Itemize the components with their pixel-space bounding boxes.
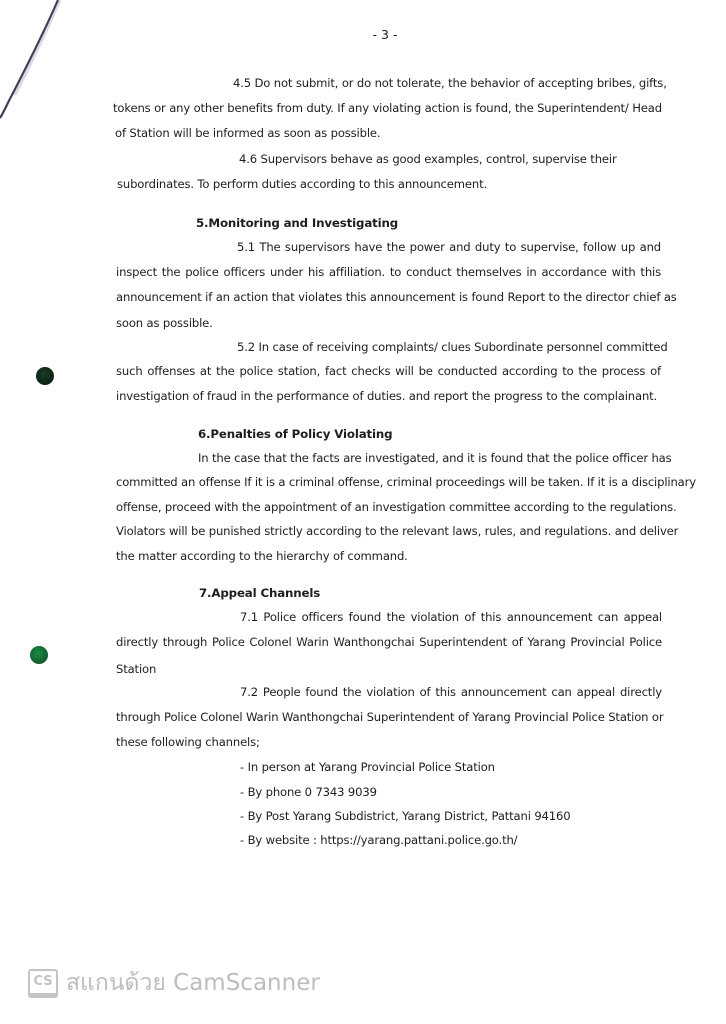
para-7-1-line-2: directly through Police Colonel Warin Wanthongchai Superintendent of Yarang Provincial Police	[116, 635, 662, 649]
section-5-heading: 5.Monitoring and Investigating	[196, 216, 399, 230]
section-7-heading: 7.Appeal Channels	[199, 586, 321, 600]
para-6-line-2: committed an offense If it is a criminal offense, criminal proceedings will be taken. If it is a disciplinary	[116, 475, 696, 489]
camscanner-logo-icon: CS	[28, 969, 58, 998]
para-7-1-line-3: Station	[116, 662, 157, 676]
section-6-heading: 6.Penalties of Policy Violating	[198, 427, 393, 441]
para-7-2-line-3: these following channels;	[116, 735, 260, 749]
para-7-1-line-1: 7.1 Police officers found the violation of this announcement can appeal	[240, 610, 662, 624]
para-4-5-line-3: of Station will be informed as soon as possible.	[115, 126, 381, 140]
para-5-1-line-4: soon as possible.	[116, 316, 213, 330]
channel-post: - By Post Yarang Subdistrict, Yarang District, Pattani 94160	[240, 809, 571, 823]
para-7-2-line-1: 7.2 People found the violation of this announcement can appeal directly	[240, 685, 662, 699]
para-5-2-line-2: such offenses at the police station, fact checks will be conducted according to the process of	[116, 364, 661, 378]
para-5-1-line-2: inspect the police officers under his affiliation. to conduct themselves in accordance with this	[116, 265, 661, 279]
para-6-line-5: the matter according to the hierarchy of command.	[116, 549, 408, 563]
para-5-1-line-3: announcement if an action that violates this announcement is found Report to the director chief as	[116, 290, 677, 304]
channel-in-person: - In person at Yarang Provincial Police Station	[240, 760, 495, 774]
para-4-5-line-1: 4.5 Do not submit, or do not tolerate, the behavior of accepting bribes, gifts,	[233, 76, 667, 90]
channel-phone: - By phone 0 7343 9039	[240, 785, 377, 799]
punch-hole-lower	[30, 646, 48, 664]
page-number: - 3 -	[372, 27, 398, 42]
para-7-2-line-2: through Police Colonel Warin Wanthongchai Superintendent of Yarang Provincial Police Station or	[116, 710, 664, 724]
para-5-1-line-1: 5.1 The supervisors have the power and duty to supervise, follow up and	[237, 240, 661, 254]
para-5-2-line-3: investigation of fraud in the performance of duties. and report the progress to the complainant.	[116, 389, 658, 403]
para-6-line-1: In the case that the facts are investigated, and it is found that the police officer has	[198, 451, 672, 465]
para-4-5-line-2: tokens or any other benefits from duty. If any violating action is found, the Superintendent/ Head	[113, 101, 662, 115]
channel-website: - By website : https://yarang.pattani.police.go.th/	[240, 833, 518, 847]
watermark-text: สแกนด้วย CamScanner	[66, 970, 320, 996]
para-5-2-line-1: 5.2 In case of receiving complaints/ clues Subordinate personnel committed	[237, 340, 668, 354]
para-6-line-4: Violators will be punished strictly according to the relevant laws, rules, and regulations. and deliver	[116, 524, 679, 538]
para-4-6-line-1: 4.6 Supervisors behave as good examples, control, supervise their	[239, 152, 617, 166]
camscanner-watermark	[28, 967, 320, 999]
para-6-line-3: offense, proceed with the appointment of an investigation committee according to the regulations.	[116, 500, 677, 514]
page-edge-shadow	[0, 0, 70, 120]
punch-hole-upper	[36, 367, 54, 385]
para-4-6-line-2: subordinates. To perform duties according to this announcement.	[117, 177, 488, 191]
